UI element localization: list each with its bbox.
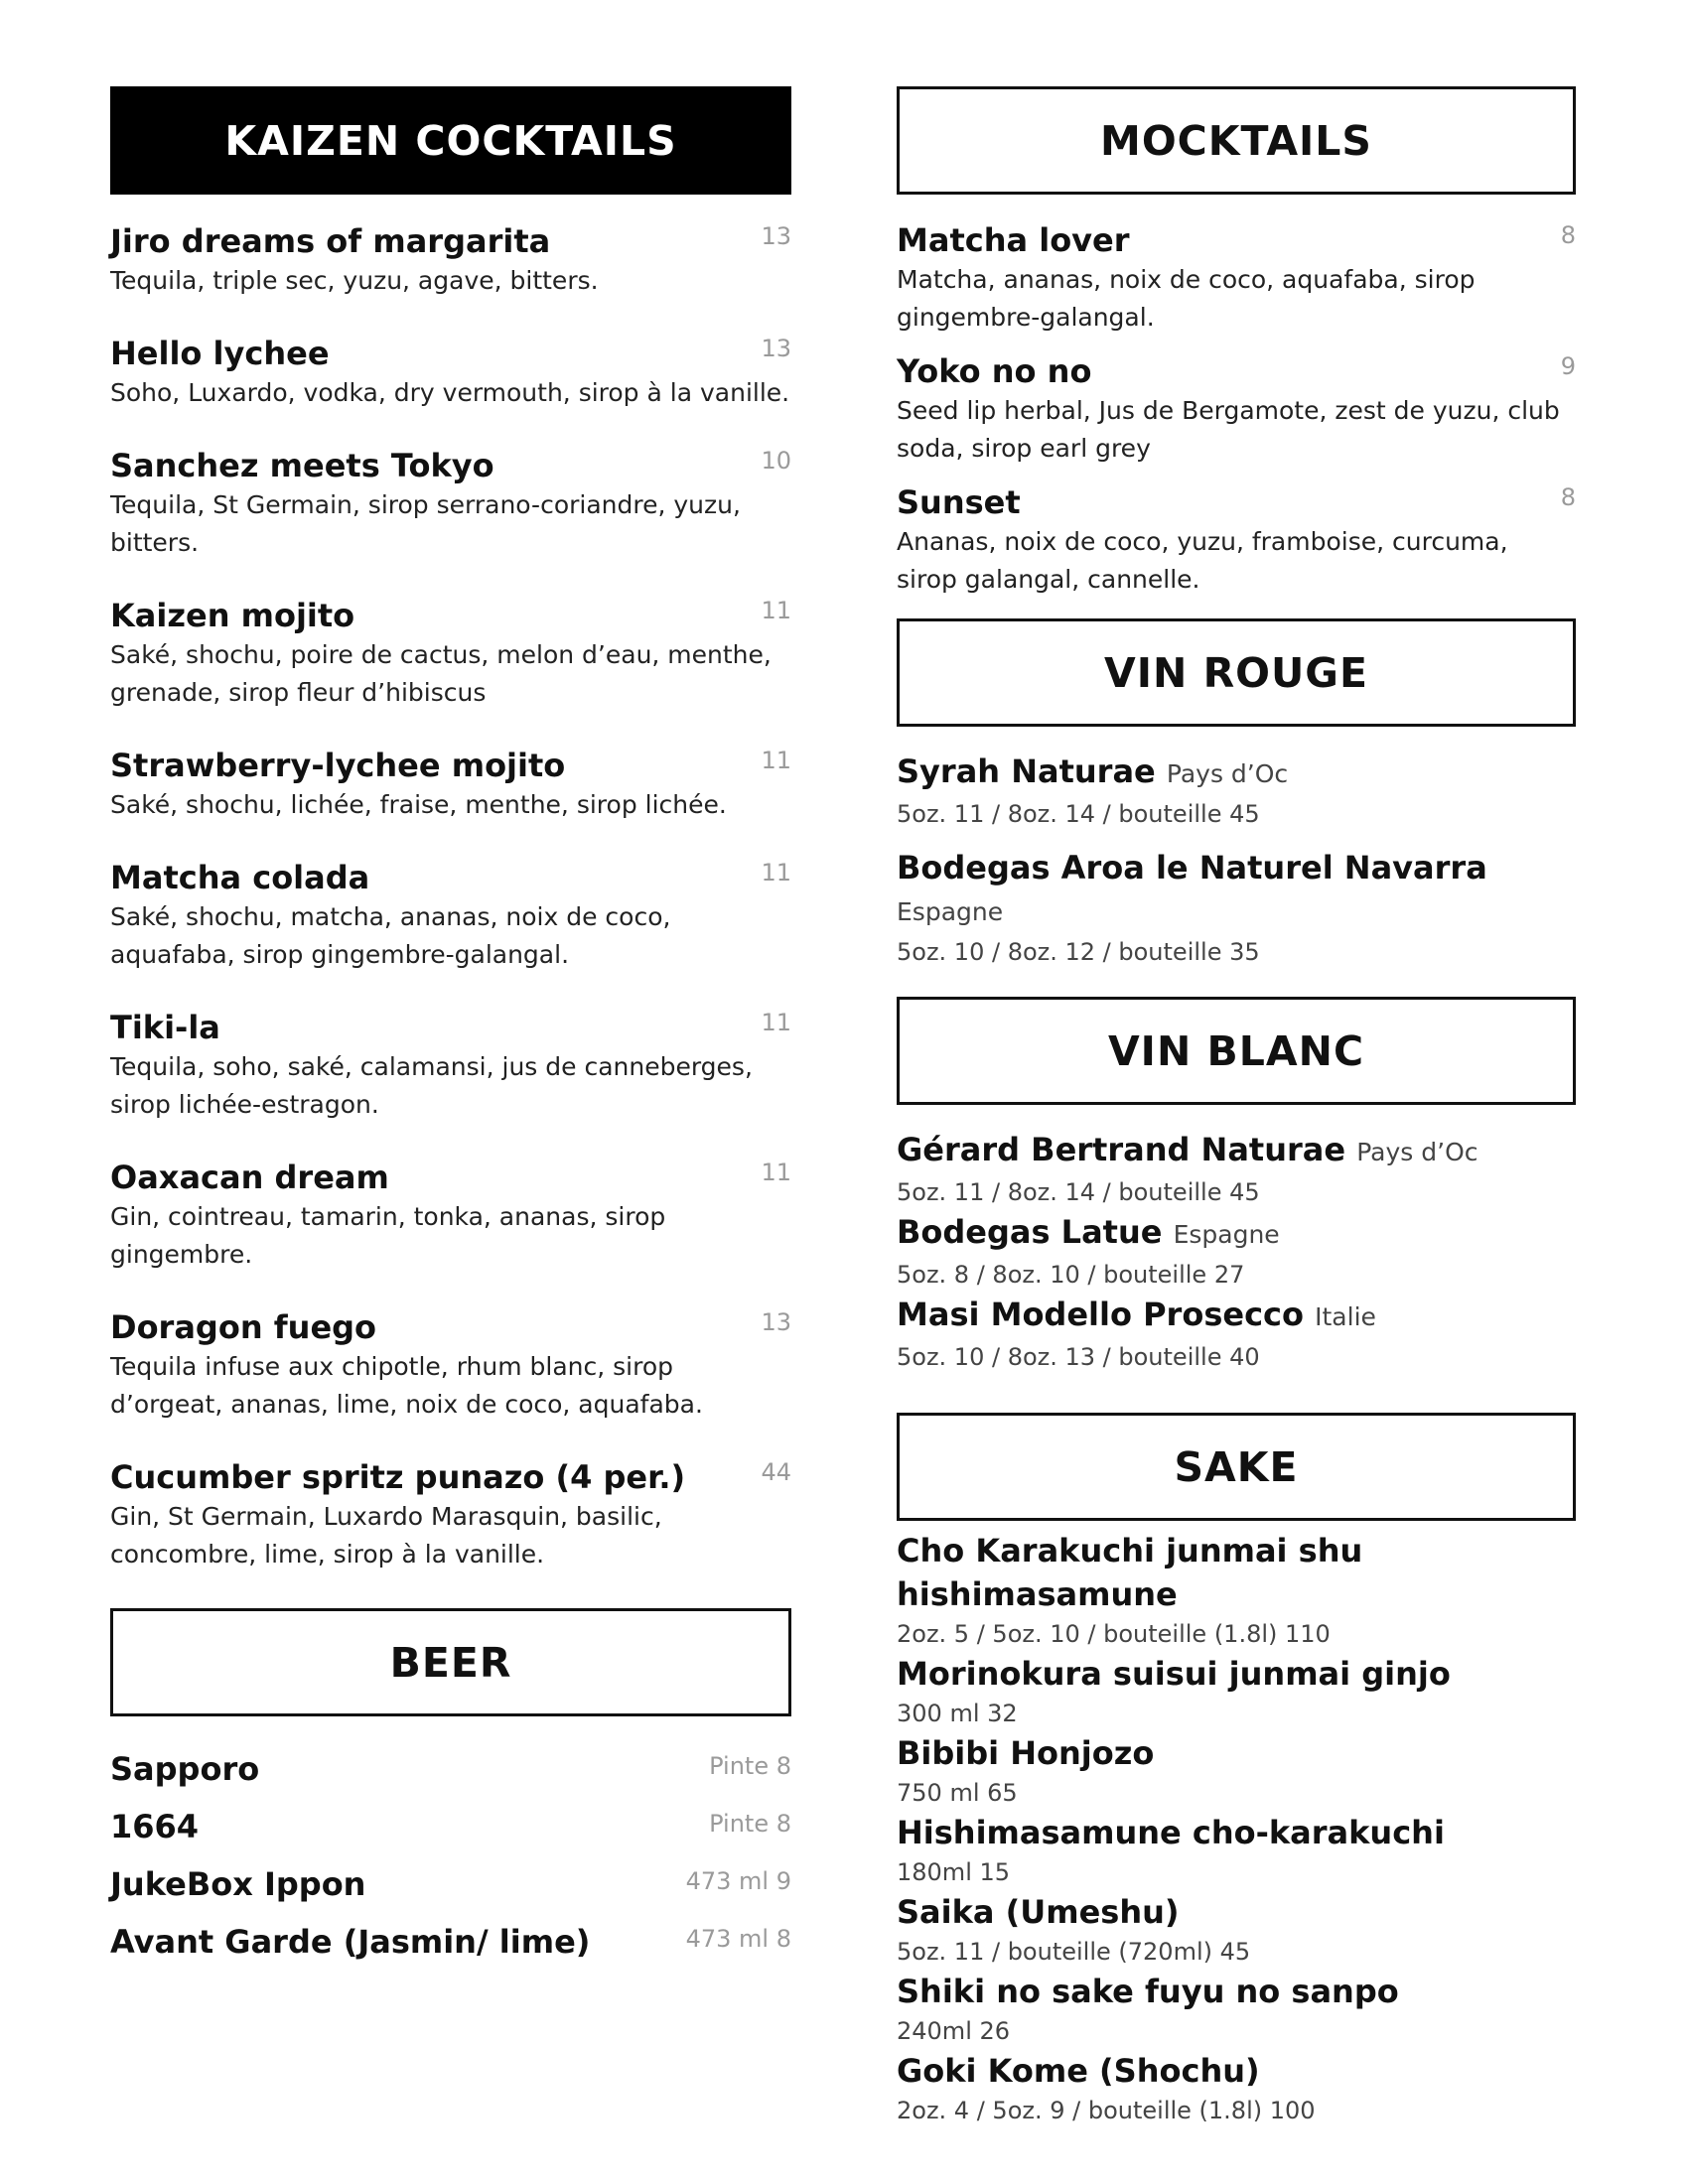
beer-name: Sapporo <box>110 1750 260 1788</box>
cocktail-price: 11 <box>761 747 791 774</box>
sake-name: Saika (Umeshu) <box>897 1893 1180 1931</box>
beer-name: 1664 <box>110 1808 200 1845</box>
sake-item <box>897 1811 1576 1890</box>
cocktail-name: Sanchez meets Tokyo <box>110 447 494 484</box>
mocktail-price: 8 <box>1560 483 1576 511</box>
cocktail-item <box>110 1157 791 1274</box>
beer-list <box>110 1748 791 1979</box>
cocktail-description: Saké, shochu, matcha, ananas, noix de coco, aquafaba, sirop gingembre-galangal. <box>110 902 671 969</box>
cocktail-name: Tiki-la <box>110 1009 220 1046</box>
wine-prices: 5oz. 11 / 8oz. 14 / bouteille 45 <box>897 1178 1260 1206</box>
cocktail-price: 10 <box>761 447 791 475</box>
vin-blanc-list <box>897 1129 1576 1376</box>
cocktail-item <box>110 857 791 974</box>
wine-prices: 5oz. 8 / 8oz. 10 / bouteille 27 <box>897 1261 1245 1289</box>
beer-header <box>110 1608 791 1716</box>
wine-region: Espagne <box>1173 1220 1280 1249</box>
cocktail-name: Hello lychee <box>110 335 330 372</box>
beer-price: Pinte 8 <box>709 1752 791 1780</box>
mocktail-price: 9 <box>1560 352 1576 380</box>
beer-name: JukeBox Ippon <box>110 1865 366 1903</box>
vin-rouge-list <box>897 751 1576 971</box>
wine-prices: 5oz. 10 / 8oz. 12 / bouteille 35 <box>897 938 1260 966</box>
cocktail-price: 44 <box>761 1458 791 1486</box>
wine-item <box>897 1211 1576 1294</box>
cocktail-item <box>110 595 791 712</box>
mocktail-description: Matcha, ananas, noix de coco, aquafaba, sirop gingembre-galangal. <box>897 265 1476 332</box>
vin-rouge-title: VIN ROUGE <box>1104 648 1368 697</box>
beer-price: 473 ml 9 <box>685 1867 791 1895</box>
wine-name-line <box>897 847 1576 933</box>
sake-item <box>897 1652 1576 1731</box>
cocktail-description: Gin, cointreau, tamarin, tonka, ananas, sirop gingembre. <box>110 1202 666 1269</box>
cocktail-description: Soho, Luxardo, vodka, dry vermouth, sirop à la vanille. <box>110 378 790 407</box>
sake-prices: 2oz. 5 / 5oz. 10 / bouteille (1.8l) 110 <box>897 1620 1331 1648</box>
sake-name: Shiki no sake fuyu no sanpo <box>897 1973 1399 2010</box>
sake-prices: 2oz. 4 / 5oz. 9 / bouteille (1.8l) 100 <box>897 2097 1316 2124</box>
cocktail-item <box>110 1007 791 1124</box>
right-column <box>897 86 1576 2128</box>
cocktail-description: Tequila, soho, saké, calamansi, jus de canneberges, sirop lichée-estragon. <box>110 1052 753 1119</box>
cocktail-price: 13 <box>761 222 791 250</box>
wine-region: Pays d’Oc <box>1166 759 1289 788</box>
cocktail-description: Tequila infuse aux chipotle, rhum blanc, sirop d’orgeat, ananas, lime, noix de coco, aquafaba. <box>110 1352 703 1419</box>
cocktail-description: Tequila, St Germain, sirop serrano-coriandre, yuzu, bitters. <box>110 490 741 557</box>
sake-prices: 5oz. 11 / bouteille (720ml) 45 <box>897 1938 1251 1966</box>
cocktail-price: 11 <box>761 1159 791 1186</box>
mocktail-item <box>897 481 1576 599</box>
beer-item <box>110 1863 791 1921</box>
mocktail-description: Seed lip herbal, Jus de Bergamote, zest de yuzu, club soda, sirop earl grey <box>897 396 1560 463</box>
mocktails-list <box>897 219 1576 599</box>
wine-name: Gérard Bertrand Naturae <box>897 1131 1346 1168</box>
vin-blanc-header <box>897 997 1576 1105</box>
sake-item <box>897 1731 1576 1811</box>
wine-prices: 5oz. 10 / 8oz. 13 / bouteille 40 <box>897 1343 1260 1371</box>
sake-item <box>897 1529 1576 1652</box>
mocktail-item <box>897 219 1576 337</box>
wine-item <box>897 751 1576 833</box>
cocktail-price: 11 <box>761 859 791 887</box>
wine-name-line <box>897 1211 1576 1256</box>
cocktail-price: 11 <box>761 1009 791 1036</box>
cocktail-name: Strawberry-lychee mojito <box>110 747 566 784</box>
wine-name-line <box>897 1129 1576 1173</box>
cocktail-name: Oaxacan dream <box>110 1159 389 1196</box>
wine-region: Espagne <box>897 897 1004 926</box>
mocktail-description: Ananas, noix de coco, yuzu, framboise, curcuma, sirop galangal, cannelle. <box>897 527 1508 594</box>
sake-name: Cho Karakuchi junmai shu hishimasamune <box>897 1532 1363 1613</box>
sake-name: Goki Kome (Shochu) <box>897 2052 1260 2090</box>
mocktails-header <box>897 86 1576 195</box>
cocktail-name: Cucumber spritz punazo (4 per.) <box>110 1458 686 1496</box>
wine-name-line <box>897 1294 1576 1338</box>
cocktail-description: Gin, St Germain, Luxardo Marasquin, basilic, concombre, lime, sirop à la vanille. <box>110 1502 662 1569</box>
cocktail-description: Tequila, triple sec, yuzu, agave, bitters. <box>110 266 599 295</box>
wine-item <box>897 1129 1576 1211</box>
cocktail-name: Doragon fuego <box>110 1308 377 1346</box>
sake-prices: 750 ml 65 <box>897 1779 1018 1807</box>
mocktail-price: 8 <box>1560 221 1576 249</box>
cocktails-title: KAIZEN COCKTAILS <box>224 116 677 165</box>
left-column <box>110 86 791 1979</box>
vin-blanc-title: VIN BLANC <box>1107 1026 1365 1075</box>
beer-title: BEER <box>389 1638 512 1687</box>
cocktail-name: Jiro dreams of margarita <box>110 222 551 260</box>
cocktails-list <box>110 220 791 1573</box>
mocktail-name: Matcha lover <box>897 221 1130 259</box>
sake-title: SAKE <box>1174 1442 1299 1491</box>
cocktail-item <box>110 220 791 300</box>
beer-name: Avant Garde (Jasmin/ lime) <box>110 1923 591 1961</box>
wine-item <box>897 847 1576 971</box>
wine-name-line <box>897 751 1576 795</box>
cocktail-name: Kaizen mojito <box>110 597 355 634</box>
cocktail-description: Saké, shochu, lichée, fraise, menthe, sirop lichée. <box>110 790 727 819</box>
sake-item <box>897 1890 1576 1970</box>
sake-item <box>897 2049 1576 2128</box>
cocktail-description: Saké, shochu, poire de cactus, melon d’eau, menthe, grenade, sirop fleur d’hibiscus <box>110 640 772 707</box>
cocktail-item <box>110 1456 791 1573</box>
sake-prices: 240ml 26 <box>897 2017 1011 2045</box>
sake-name: Hishimasamune cho-karakuchi <box>897 1814 1445 1851</box>
cocktail-item <box>110 333 791 412</box>
wine-region: Pays d’Oc <box>1356 1138 1478 1166</box>
sake-item <box>897 1970 1576 2049</box>
beer-item <box>110 1748 791 1806</box>
beer-item <box>110 1921 791 1979</box>
wine-name: Masi Modello Prosecco <box>897 1296 1304 1333</box>
cocktail-item <box>110 1306 791 1424</box>
cocktail-price: 13 <box>761 335 791 362</box>
cocktail-price: 13 <box>761 1308 791 1336</box>
beer-price: Pinte 8 <box>709 1810 791 1838</box>
sake-list <box>897 1529 1576 2128</box>
cocktails-header <box>110 86 791 195</box>
cocktail-name: Matcha colada <box>110 859 370 896</box>
vin-rouge-header <box>897 618 1576 727</box>
mocktail-name: Sunset <box>897 483 1021 521</box>
sake-header <box>897 1413 1576 1521</box>
wine-region: Italie <box>1315 1302 1376 1331</box>
sake-name: Morinokura suisui junmai ginjo <box>897 1655 1451 1693</box>
beer-item <box>110 1806 791 1863</box>
mocktail-name: Yoko no no <box>897 352 1092 390</box>
wine-name: Bodegas Aroa le Naturel Navarra <box>897 849 1487 887</box>
mocktails-title: MOCKTAILS <box>1100 116 1372 165</box>
mocktail-item <box>897 350 1576 468</box>
sake-prices: 300 ml 32 <box>897 1700 1018 1727</box>
wine-name: Bodegas Latue <box>897 1213 1163 1251</box>
cocktail-price: 11 <box>761 597 791 624</box>
cocktail-item <box>110 745 791 824</box>
beer-price: 473 ml 8 <box>685 1925 791 1953</box>
wine-item <box>897 1294 1576 1376</box>
sake-prices: 180ml 15 <box>897 1858 1011 1886</box>
cocktail-item <box>110 445 791 562</box>
sake-name: Bibibi Honjozo <box>897 1734 1155 1772</box>
wine-prices: 5oz. 11 / 8oz. 14 / bouteille 45 <box>897 800 1260 828</box>
wine-name: Syrah Naturae <box>897 752 1156 790</box>
